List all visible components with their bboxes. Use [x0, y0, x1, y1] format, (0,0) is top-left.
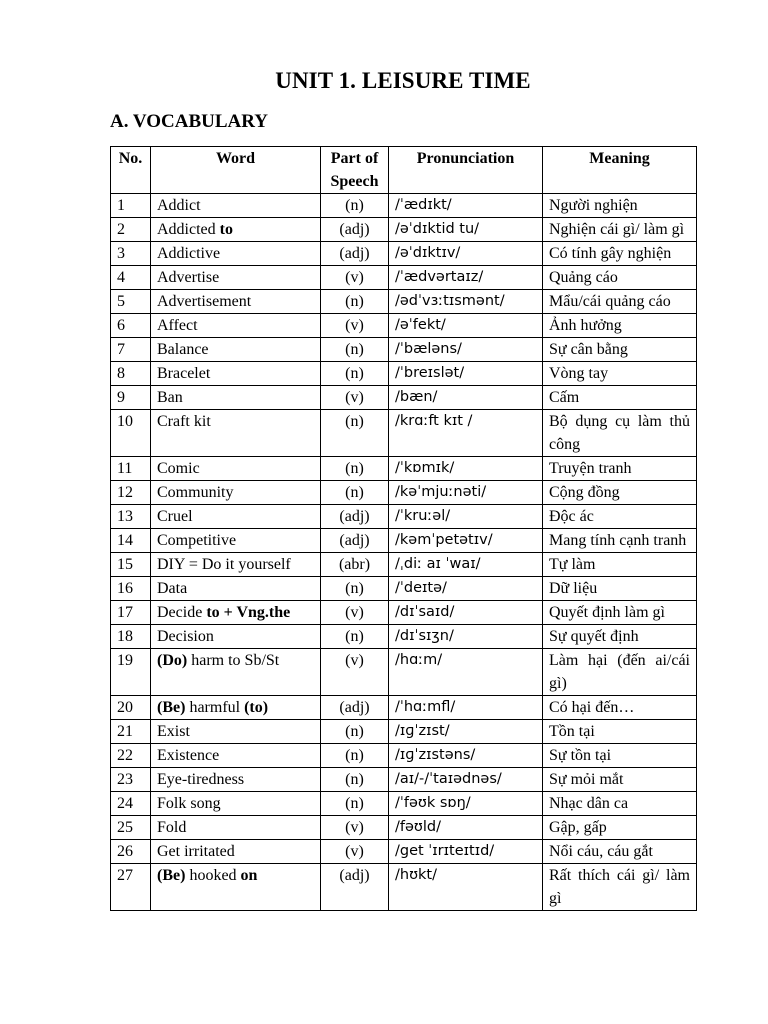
table-row [111, 314, 697, 338]
table-row [111, 864, 697, 911]
cell-pronunciation: /kəmˈpetətɪv/ [389, 529, 543, 553]
cell-no: 15 [111, 553, 151, 577]
cell-meaning: Ảnh hưởng [543, 314, 697, 338]
cell-part-of-speech: (v) [321, 649, 389, 696]
page-title: UNIT 1. LEISURE TIME [275, 68, 531, 93]
cell-no: 13 [111, 505, 151, 529]
word-bold-part: on [240, 867, 258, 884]
word-part: Advertisement [157, 293, 252, 310]
cell-pronunciation: /ˈkruːəl/ [389, 505, 543, 529]
cell-word [151, 290, 321, 314]
cell-no: 5 [111, 290, 151, 314]
cell-word [151, 864, 321, 911]
cell-word [151, 362, 321, 386]
table-row [111, 266, 697, 290]
cell-no: 16 [111, 577, 151, 601]
cell-part-of-speech: (n) [321, 481, 389, 505]
cell-meaning: Sự cân bằng [543, 338, 697, 362]
cell-part-of-speech: (adj) [321, 529, 389, 553]
cell-word [151, 386, 321, 410]
cell-meaning: Bộ dụng cụ làm thủ công [543, 410, 697, 457]
cell-pronunciation: /ˈhɑːmfl/ [389, 696, 543, 720]
table-row [111, 696, 697, 720]
cell-word [151, 792, 321, 816]
cell-pronunciation: /ədˈvɜːtɪsmənt/ [389, 290, 543, 314]
cell-meaning: Cấm [543, 386, 697, 410]
cell-no: 24 [111, 792, 151, 816]
cell-meaning: Quảng cáo [543, 266, 697, 290]
word-part: Addict [157, 197, 201, 214]
cell-pronunciation: /dɪˈsaɪd/ [389, 601, 543, 625]
cell-part-of-speech: (abr) [321, 553, 389, 577]
table-row [111, 744, 697, 768]
cell-pronunciation: /ˈfəʊk sɒŋ/ [389, 792, 543, 816]
cell-pronunciation: /ˈædvərtaɪz/ [389, 266, 543, 290]
cell-pronunciation: /ˈdeɪtə/ [389, 577, 543, 601]
table-row [111, 840, 697, 864]
cell-meaning: Nhạc dân ca [543, 792, 697, 816]
cell-word [151, 505, 321, 529]
table-row [111, 290, 697, 314]
cell-word [151, 601, 321, 625]
word-part: hooked [185, 867, 241, 884]
cell-pronunciation: /ɪɡˈzɪstəns/ [389, 744, 543, 768]
cell-part-of-speech: (v) [321, 601, 389, 625]
cell-meaning: Tự làm [543, 553, 697, 577]
table-row [111, 242, 697, 266]
cell-meaning: Nổi cáu, cáu gắt [543, 840, 697, 864]
word-bold-part: (to) [244, 699, 269, 716]
cell-no: 21 [111, 720, 151, 744]
cell-pronunciation: /ˈkɒmɪk/ [389, 457, 543, 481]
word-part: Affect [157, 317, 198, 334]
table-row [111, 362, 697, 386]
cell-no: 22 [111, 744, 151, 768]
word-part: Competitive [157, 532, 237, 549]
cell-word [151, 194, 321, 218]
table-row [111, 386, 697, 410]
word-bold-part: to [219, 221, 233, 238]
cell-meaning: Dữ liệu [543, 577, 697, 601]
cell-part-of-speech: (adj) [321, 218, 389, 242]
word-part: Balance [157, 341, 209, 358]
cell-word [151, 481, 321, 505]
cell-no: 14 [111, 529, 151, 553]
word-part: Ban [157, 389, 183, 406]
cell-no: 11 [111, 457, 151, 481]
table-row [111, 481, 697, 505]
cell-no: 8 [111, 362, 151, 386]
table-row [111, 625, 697, 649]
cell-meaning: Nghiện cái gì/ làm gì [543, 218, 697, 242]
header-no: No. [111, 147, 151, 194]
cell-word [151, 218, 321, 242]
cell-pronunciation: /ɪɡˈzɪst/ [389, 720, 543, 744]
cell-no: 6 [111, 314, 151, 338]
header-pronunciation: Pronunciation [389, 147, 543, 194]
word-part: Cruel [157, 508, 193, 525]
cell-meaning: Làm hại (đến ai/cái gì) [543, 649, 697, 696]
cell-part-of-speech: (n) [321, 362, 389, 386]
word-part: Eye-tiredness [157, 771, 245, 788]
cell-pronunciation: /ˌdiː aɪ ˈwaɪ/ [389, 553, 543, 577]
table-row [111, 529, 697, 553]
cell-meaning: Quyết định làm gì [543, 601, 697, 625]
cell-no: 25 [111, 816, 151, 840]
cell-part-of-speech: (n) [321, 720, 389, 744]
cell-meaning: Sự tồn tại [543, 744, 697, 768]
cell-word [151, 529, 321, 553]
cell-part-of-speech: (n) [321, 768, 389, 792]
cell-meaning: Tồn tại [543, 720, 697, 744]
word-part: Get irritated [157, 843, 235, 860]
word-part: harmful [185, 699, 245, 716]
cell-part-of-speech: (v) [321, 266, 389, 290]
vocabulary-table [110, 146, 697, 911]
word-bold-part: (Be) [157, 867, 186, 884]
cell-word [151, 840, 321, 864]
word-part: Decision [157, 628, 214, 645]
cell-part-of-speech: (n) [321, 410, 389, 457]
cell-no: 26 [111, 840, 151, 864]
table-row [111, 768, 697, 792]
cell-no: 1 [111, 194, 151, 218]
cell-no: 18 [111, 625, 151, 649]
cell-part-of-speech: (adj) [321, 505, 389, 529]
cell-pronunciation: /əˈdɪktɪv/ [389, 242, 543, 266]
cell-part-of-speech: (v) [321, 314, 389, 338]
cell-meaning: Mang tính cạnh tranh [543, 529, 697, 553]
cell-word [151, 314, 321, 338]
word-part: DIY = Do it yourself [157, 556, 291, 573]
cell-word [151, 410, 321, 457]
cell-meaning: Truyện tranh [543, 457, 697, 481]
cell-pronunciation: /ˈbreɪslət/ [389, 362, 543, 386]
cell-part-of-speech: (v) [321, 386, 389, 410]
word-part: Existence [157, 747, 220, 764]
cell-part-of-speech: (v) [321, 816, 389, 840]
cell-pronunciation: /ˈbæləns/ [389, 338, 543, 362]
cell-word [151, 242, 321, 266]
cell-no: 2 [111, 218, 151, 242]
cell-meaning: Sự mỏi mắt [543, 768, 697, 792]
cell-no: 3 [111, 242, 151, 266]
cell-pronunciation: /fəʊld/ [389, 816, 543, 840]
cell-meaning: Rất thích cái gì/ làm gì [543, 864, 697, 911]
cell-part-of-speech: (n) [321, 338, 389, 362]
cell-pronunciation: /get ˈɪrɪteɪtɪd/ [389, 840, 543, 864]
cell-part-of-speech: (adj) [321, 696, 389, 720]
word-part: Comic [157, 460, 200, 477]
cell-word [151, 577, 321, 601]
word-part: Decide [157, 604, 207, 621]
vocabulary-table-body [111, 194, 697, 911]
header-word: Word [151, 147, 321, 194]
table-row [111, 194, 697, 218]
cell-word [151, 457, 321, 481]
word-bold-part: (Do) [157, 652, 188, 669]
cell-no: 12 [111, 481, 151, 505]
cell-no: 10 [111, 410, 151, 457]
cell-word [151, 625, 321, 649]
cell-word [151, 649, 321, 696]
cell-no: 27 [111, 864, 151, 911]
cell-meaning: Mẩu/cái quảng cáo [543, 290, 697, 314]
cell-meaning: Độc ác [543, 505, 697, 529]
cell-pronunciation: /ˈædɪkt/ [389, 194, 543, 218]
table-row [111, 338, 697, 362]
header-meaning: Meaning [543, 147, 697, 194]
cell-part-of-speech: (n) [321, 577, 389, 601]
header-part-of-speech: Part of Speech [321, 147, 389, 194]
section-heading: A. VOCABULARY [110, 111, 269, 132]
word-part: Craft kit [157, 413, 211, 430]
word-bold-part: to + Vng.the [206, 604, 291, 621]
table-row [111, 505, 697, 529]
cell-pronunciation: /bæn/ [389, 386, 543, 410]
cell-part-of-speech: (n) [321, 194, 389, 218]
table-header-row [111, 147, 697, 194]
cell-meaning: Có tính gây nghiện [543, 242, 697, 266]
cell-meaning: Vòng tay [543, 362, 697, 386]
cell-part-of-speech: (n) [321, 457, 389, 481]
cell-word [151, 553, 321, 577]
cell-no: 17 [111, 601, 151, 625]
cell-word [151, 266, 321, 290]
cell-pronunciation: /krɑːft kɪt / [389, 410, 543, 457]
table-row [111, 218, 697, 242]
word-part: Community [157, 484, 234, 501]
cell-part-of-speech: (v) [321, 840, 389, 864]
table-row [111, 410, 697, 457]
cell-part-of-speech: (adj) [321, 242, 389, 266]
table-row [111, 457, 697, 481]
cell-no: 20 [111, 696, 151, 720]
word-part: Folk song [157, 795, 221, 812]
cell-meaning: Sự quyết định [543, 625, 697, 649]
word-part: Fold [157, 819, 187, 836]
cell-pronunciation: /hʊkt/ [389, 864, 543, 911]
cell-part-of-speech: (n) [321, 792, 389, 816]
cell-meaning: Gập, gấp [543, 816, 697, 840]
table-row [111, 816, 697, 840]
cell-no: 9 [111, 386, 151, 410]
cell-pronunciation: /əˈfekt/ [389, 314, 543, 338]
word-part: Addicted [157, 221, 220, 238]
cell-no: 4 [111, 266, 151, 290]
cell-word [151, 696, 321, 720]
word-part: Exist [157, 723, 190, 740]
cell-meaning: Người nghiện [543, 194, 697, 218]
table-row [111, 649, 697, 696]
cell-word [151, 338, 321, 362]
word-part: Bracelet [157, 365, 211, 382]
word-bold-part: (Be) [157, 699, 186, 716]
word-part: Addictive [157, 245, 221, 262]
cell-pronunciation: /əˈdɪktid tu/ [389, 218, 543, 242]
cell-pronunciation: /kəˈmjuːnəti/ [389, 481, 543, 505]
cell-pronunciation: /hɑːm/ [389, 649, 543, 696]
table-row [111, 601, 697, 625]
word-part: harm to Sb/St [187, 652, 280, 669]
cell-meaning: Có hại đến… [543, 696, 697, 720]
word-part: Data [157, 580, 188, 597]
cell-part-of-speech: (n) [321, 290, 389, 314]
cell-word [151, 768, 321, 792]
cell-pronunciation: /dɪˈsɪʒn/ [389, 625, 543, 649]
cell-no: 19 [111, 649, 151, 696]
table-row [111, 553, 697, 577]
word-part: Advertise [157, 269, 220, 286]
cell-word [151, 744, 321, 768]
cell-no: 23 [111, 768, 151, 792]
cell-part-of-speech: (adj) [321, 864, 389, 911]
cell-part-of-speech: (n) [321, 744, 389, 768]
cell-no: 7 [111, 338, 151, 362]
cell-pronunciation: /aɪ/-/ˈtaɪədnəs/ [389, 768, 543, 792]
table-row [111, 577, 697, 601]
cell-meaning: Cộng đồng [543, 481, 697, 505]
cell-part-of-speech: (n) [321, 625, 389, 649]
table-row [111, 792, 697, 816]
table-row [111, 720, 697, 744]
cell-word [151, 720, 321, 744]
cell-word [151, 816, 321, 840]
